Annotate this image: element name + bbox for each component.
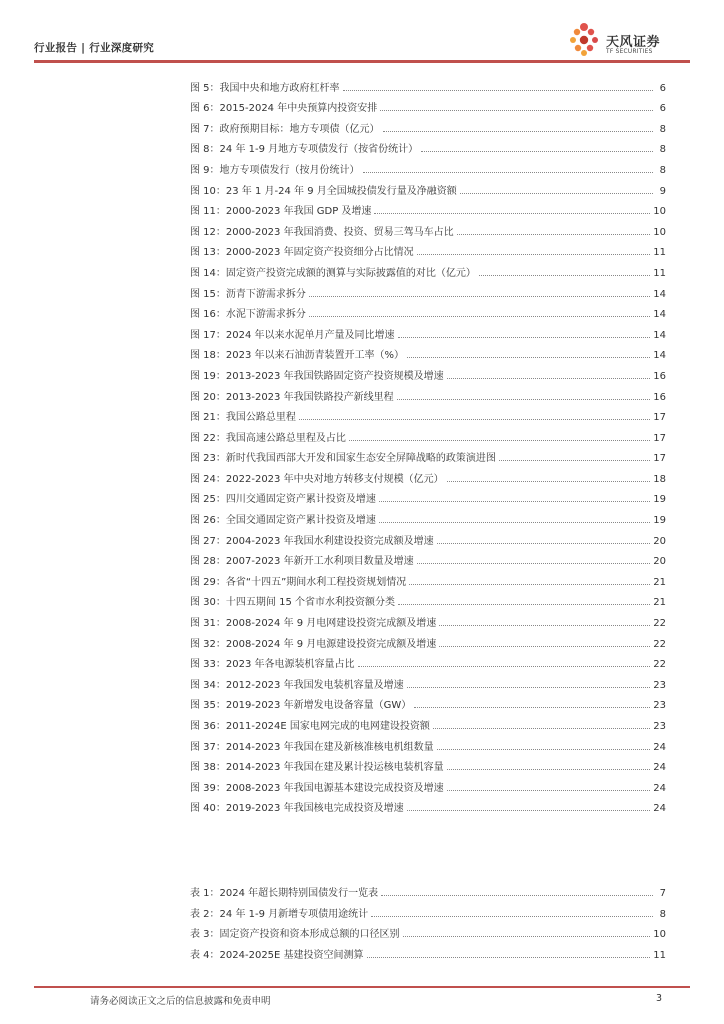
figure-entry-page: 14: [653, 329, 666, 341]
figure-entry-label: 图 15：沥青下游需求拆分: [190, 288, 306, 300]
figure-entry-page: 10: [653, 226, 666, 238]
figure-entry[interactable]: [190, 73, 666, 94]
figure-entry-page: 24: [653, 803, 666, 815]
figure-entry[interactable]: [190, 300, 666, 321]
figure-entry-label: 图 27：2004-2023 年我国水利建设投资完成额及增速: [190, 535, 434, 547]
figure-entry[interactable]: [190, 650, 666, 671]
dot-leader: [417, 563, 651, 564]
figure-entry-page: 22: [653, 618, 666, 630]
figure-entry-page: 21: [653, 597, 666, 609]
dot-leader: [379, 501, 650, 502]
figure-entry[interactable]: [190, 423, 666, 444]
dot-leader: [383, 131, 653, 132]
dot-leader: [358, 666, 651, 667]
figure-entry[interactable]: [190, 403, 666, 424]
figure-entry-label: 图 22：我国高速公路总里程及占比: [190, 432, 346, 444]
figure-entry[interactable]: [190, 670, 666, 691]
figure-entry[interactable]: [190, 258, 666, 279]
header-divider: [34, 60, 690, 63]
dot-leader: [398, 604, 650, 605]
figure-entry[interactable]: [190, 464, 666, 485]
dot-leader: [371, 916, 653, 917]
dot-leader: [460, 193, 653, 194]
figure-entry[interactable]: [190, 732, 666, 753]
figure-entry-label: 图 37：2014-2023 年我国在建及新核准核电机组数量: [190, 741, 434, 753]
figure-entry[interactable]: [190, 155, 666, 176]
figure-entry-page: 11: [653, 247, 666, 259]
figure-entry-label: 图 29：各省“十四五”期间水利工程投资规划情况: [190, 576, 407, 588]
figure-entry-label: 图 34：2012-2023 年我国发电装机容量及增速: [190, 679, 404, 691]
dot-leader: [439, 646, 650, 647]
figure-entry-page: 14: [653, 350, 666, 362]
figure-entry-page: 14: [653, 288, 666, 300]
figure-index: [190, 73, 666, 814]
figure-entry[interactable]: [190, 608, 666, 629]
figure-entry-label: 图 16：水泥下游需求拆分: [190, 309, 306, 321]
dot-leader: [367, 957, 651, 958]
figure-entry-label: 图 30：十四五期间 15 个省市水利投资额分类: [190, 597, 395, 609]
figure-entry[interactable]: [190, 114, 666, 135]
figure-entry-page: 19: [653, 515, 666, 527]
figure-entry-label: 图 19：2013-2023 年我国铁路固定资产投资规模及增速: [190, 370, 444, 382]
figure-entry-page: 17: [653, 412, 666, 424]
figure-entry-label: 图 28：2007-2023 年新开工水利项目数量及增速: [190, 556, 414, 568]
figure-entry-page: 18: [653, 473, 666, 485]
figure-entry-label: 图 14：固定资产投资完成额的测算与实际披露值的对比（亿元）: [190, 267, 476, 279]
figure-entry-page: 24: [653, 782, 666, 794]
dot-leader: [437, 543, 651, 544]
figure-entry-page: 17: [653, 453, 666, 465]
figure-entry[interactable]: [190, 753, 666, 774]
figure-entry-label: 图 24：2022-2023 年中央对地方转移支付规模（亿元）: [190, 473, 444, 485]
figure-entry-label: 图 18：2023 年以来石油沥青装置开工率（%）: [190, 350, 405, 362]
figure-entry[interactable]: [190, 217, 666, 238]
figure-entry-label: 图 32：2008-2024 年 9 月电源建设投资完成额及增速: [190, 638, 437, 650]
figure-entry-page: 8: [659, 164, 666, 176]
figure-entry-label: 图 17：2024 年以来水泥单月产量及同比增速: [190, 329, 395, 341]
figure-entry[interactable]: [190, 773, 666, 794]
figure-entry[interactable]: [190, 691, 666, 712]
figure-entry[interactable]: [190, 176, 666, 197]
dot-leader: [363, 172, 653, 173]
figure-entry-page: 19: [653, 494, 666, 506]
logo-subtitle: TF SECURITIES: [606, 49, 653, 55]
figure-entry[interactable]: [190, 444, 666, 465]
figure-entry[interactable]: [190, 547, 666, 568]
table-entry-page: 8: [659, 908, 666, 920]
table-entry-page: 10: [653, 929, 666, 941]
figure-entry-page: 23: [653, 700, 666, 712]
figure-entry[interactable]: [190, 711, 666, 732]
dot-leader: [349, 440, 650, 441]
report-category: 行业报告 | 行业深度研究: [34, 42, 155, 54]
figure-entry[interactable]: [190, 197, 666, 218]
dot-leader: [380, 110, 653, 111]
figure-entry[interactable]: [190, 361, 666, 382]
dot-leader: [407, 357, 650, 358]
figure-entry-page: 22: [653, 638, 666, 650]
figure-entry-label: 图 35：2019-2023 年新增发电设备容量（GW）: [190, 700, 412, 712]
dot-leader: [457, 234, 651, 235]
dot-leader: [447, 481, 651, 482]
dot-leader: [417, 254, 651, 255]
dot-leader: [403, 936, 651, 937]
figure-entry-page: 14: [653, 309, 666, 321]
figure-entry-label: 图 6：2015-2024 年中央预算内投资安排: [190, 103, 378, 115]
dot-leader: [379, 522, 650, 523]
figure-entry[interactable]: [190, 94, 666, 115]
table-entry-page: 7: [659, 888, 666, 900]
figure-entry-page: 20: [653, 535, 666, 547]
figure-entry-page: 23: [653, 679, 666, 691]
figure-entry[interactable]: [190, 629, 666, 650]
figure-entry[interactable]: [190, 382, 666, 403]
figure-entry-page: 9: [659, 185, 666, 197]
dot-leader: [447, 769, 651, 770]
figure-entry-label: 图 7：政府预期目标：地方专项债（亿元）: [190, 123, 380, 135]
figure-entry[interactable]: [190, 135, 666, 156]
figure-entry-page: 8: [659, 144, 666, 156]
figure-entry[interactable]: [190, 485, 666, 506]
dot-leader: [309, 296, 650, 297]
dot-leader: [409, 584, 650, 585]
figure-entry[interactable]: [190, 505, 666, 526]
figure-entry-page: 10: [653, 206, 666, 218]
dot-leader: [407, 687, 651, 688]
figure-entry-page: 24: [653, 741, 666, 753]
figure-entry-label: 图 23：新时代我国西部大开发和国家生态安全屏障战略的政策演进图: [190, 453, 496, 465]
table-entry[interactable]: [190, 920, 666, 940]
table-entry-page: 11: [653, 949, 666, 961]
figure-entry-label: 图 25：四川交通固定资产累计投资及增速: [190, 494, 376, 506]
table-entry-label: 表 1：2024 年超长期特别国债发行一览表: [190, 888, 379, 900]
dot-leader: [447, 790, 651, 791]
figure-entry-label: 图 9：地方专项债发行（按月份统计）: [190, 164, 360, 176]
table-entry-label: 表 4：2024-2025E 基建投资空间测算: [190, 949, 364, 961]
dot-leader: [439, 625, 650, 626]
footer-divider: [34, 986, 690, 988]
figure-entry[interactable]: [190, 320, 666, 341]
dot-leader: [447, 378, 651, 379]
dot-leader: [381, 895, 653, 896]
figure-entry-page: 17: [653, 432, 666, 444]
figure-entry-label: 图 33：2023 年各电源装机容量占比: [190, 659, 355, 671]
figure-entry-label: 图 11：2000-2023 年我国 GDP 及增速: [190, 206, 372, 218]
figure-entry-label: 图 10：23 年 1 月-24 年 9 月全国城投债发行量及净融资额: [190, 185, 457, 197]
figure-entry-label: 图 39：2008-2023 年我国电源基本建设完成投资及增速: [190, 782, 444, 794]
dot-leader: [398, 337, 651, 338]
figure-entry[interactable]: [190, 567, 666, 588]
figure-entry-label: 图 8：24 年 1-9 月地方专项债发行（按省份统计）: [190, 144, 419, 156]
figure-entry-label: 图 38：2014-2023 年我国在建及累计投运核电装机容量: [190, 762, 444, 774]
figure-entry[interactable]: [190, 238, 666, 259]
figure-entry[interactable]: [190, 588, 666, 609]
figure-entry-label: 图 31：2008-2024 年 9 月电网建设投资完成额及增速: [190, 618, 437, 630]
figure-entry-page: 22: [653, 659, 666, 671]
table-entry-label: 表 2：24 年 1-9 月新增专项债用途统计: [190, 908, 369, 920]
figure-entry-page: 16: [653, 391, 666, 403]
figure-entry-page: 24: [653, 762, 666, 774]
dot-leader: [421, 151, 653, 152]
dot-leader: [407, 810, 651, 811]
logo-name: 天风证券: [606, 35, 661, 50]
figure-entry-page: 21: [653, 576, 666, 588]
figure-entry-label: 图 26：全国交通固定资产累计投资及增速: [190, 515, 376, 527]
dot-leader: [343, 90, 653, 91]
figure-entry-label: 图 12：2000-2023 年我国消费、投资、贸易三驾马车占比: [190, 226, 454, 238]
tf-securities-logo-icon: [566, 22, 602, 58]
figure-entry[interactable]: [190, 341, 666, 362]
dot-leader: [499, 460, 650, 461]
company-logo: [566, 22, 696, 58]
figure-entry-label: 图 40：2019-2023 年我国核电完成投资及增速: [190, 803, 404, 815]
figure-entry-page: 16: [653, 370, 666, 382]
figure-entry-page: 20: [653, 556, 666, 568]
figure-entry[interactable]: [190, 279, 666, 300]
dot-leader: [479, 275, 650, 276]
dot-leader: [437, 749, 651, 750]
figure-entry-page: 6: [659, 82, 666, 94]
figure-entry-page: 11: [653, 267, 666, 279]
figure-entry-page: 23: [653, 721, 666, 732]
figure-entry[interactable]: [190, 526, 666, 547]
figure-entry-label: 图 20：2013-2023 年我国铁路投产新线里程: [190, 391, 394, 403]
dot-leader: [397, 399, 651, 400]
dot-leader: [299, 419, 650, 420]
table-index: [190, 879, 666, 961]
figure-entry-label: 图 13：2000-2023 年固定资产投资细分占比情况: [190, 247, 414, 259]
figure-entry-page: 8: [659, 123, 666, 135]
figure-entry[interactable]: [190, 794, 666, 815]
figure-entry-label: 图 21：我国公路总里程: [190, 412, 296, 424]
dot-leader: [433, 728, 650, 729]
dot-leader: [309, 316, 650, 317]
table-entry-label: 表 3：固定资产投资和资本形成总额的口径区别: [190, 929, 400, 941]
figure-entry-label: 图 5：我国中央和地方政府杠杆率: [190, 82, 340, 94]
figure-entry-label: 图 36：2011-2024E 国家电网完成的电网建设投资额: [190, 721, 430, 732]
table-entry[interactable]: [190, 940, 666, 960]
footer-disclaimer: 请务必阅读正文之后的信息披露和免责申明: [90, 996, 271, 1007]
table-entry[interactable]: [190, 899, 666, 919]
table-entry[interactable]: [190, 879, 666, 899]
dot-leader: [374, 213, 650, 214]
page-number: 3: [656, 993, 663, 1004]
figure-entry-page: 6: [659, 103, 666, 115]
dot-leader: [414, 707, 650, 708]
